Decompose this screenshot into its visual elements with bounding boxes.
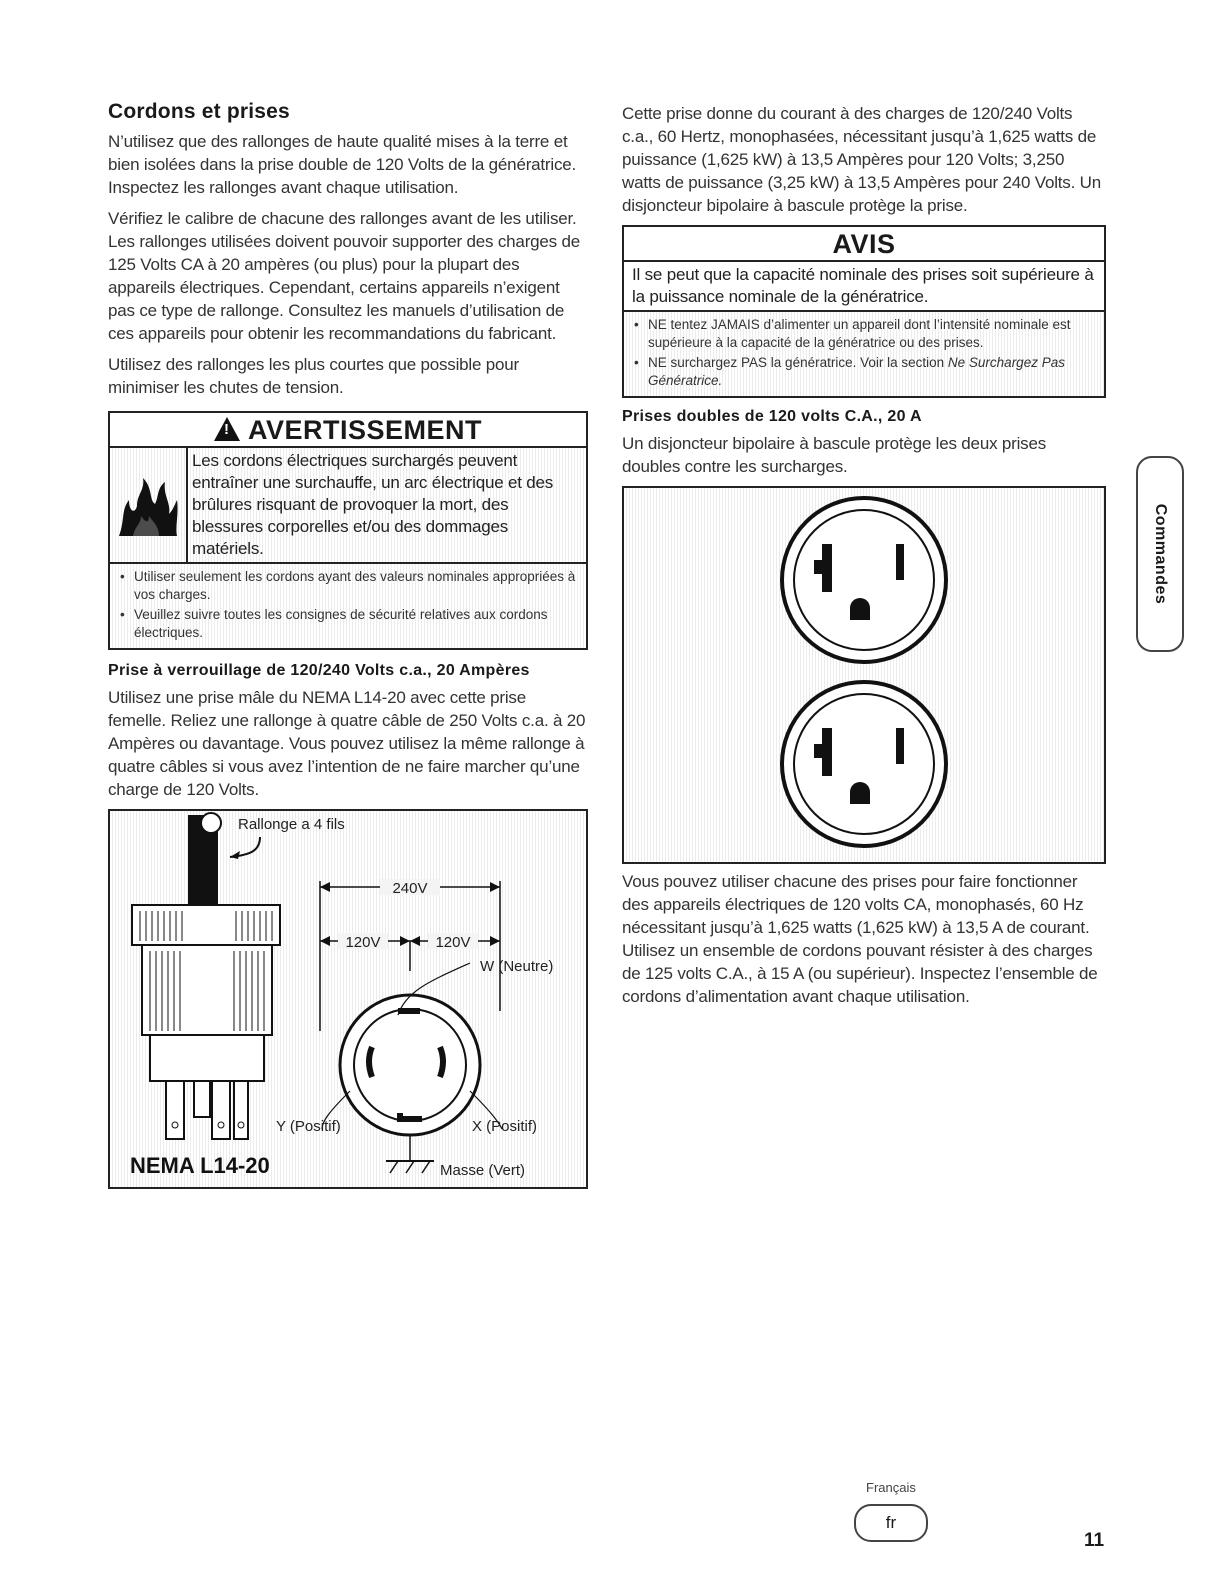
warning-bullets: [110, 564, 586, 648]
duplex-outlet-diagram: [622, 486, 1106, 864]
avis-text: Il se peut que la capacité nominale des prises soit supérieure à la puissance nominale de la génératrice.: [624, 262, 1104, 312]
section-heading-cordons: Cordons et prises: [108, 100, 290, 123]
label-x-positif: X (Positif): [472, 1118, 538, 1135]
label-240v: 240V: [392, 880, 428, 897]
footer-language: Français: [866, 1480, 916, 1495]
label-120v-b: 120V: [435, 934, 471, 951]
paragraph-calibre: Vérifiez le calibre de chacune des rallonges avant de les utiliser. Les rallonges utilisées doivent pouvoir supporter des charges de 125 Volts CA à 20 ampères (ou plus) pour la plupart des appareils électriques. Cependant, certains appareils n’exigent pas ce type de rallonge. Consultez les manuels d’utilisation de ces appareils pour obtenir les recommandations du fabricant.: [108, 209, 580, 343]
left-column: [108, 100, 588, 1189]
warning-bullet-1: • Utiliser seulement les cordons ayant des valeurs nominales appropriées à vos charges.: [116, 568, 580, 604]
warning-text: Les cordons électriques surchargés peuvent entraîner une surchauffe, un arc électrique et des brûlures risquant de provoquer la mort, des blessures corporelles et/ou des dommages matériels.: [192, 451, 554, 558]
paragraph-short-cords: Utilisez des rallonges les plus courtes que possible pour minimiser les chutes de tension.: [108, 355, 519, 397]
outlet-bottom: [782, 682, 946, 846]
label-nema: NEMA L14-20: [130, 1153, 270, 1178]
paragraph-nema: Utilisez une prise mâle du NEMA L14-20 avec cette prise femelle. Reliez une rallonge à quatre câble de 250 Volts c.a. à 20 Ampères ou davantage. Vous pouvez utilisez la même rallonge à quatre câbles si vous avez l’intention de ne faire marcher qu’une charge de 120 Volts.: [108, 688, 586, 799]
right-column: [622, 100, 1106, 1016]
avis-bullet-2-text: NE surchargez PAS la génératrice. Voir la section: [648, 355, 948, 370]
avis-box: [622, 225, 1106, 398]
subheading-double-outlets: Prises doubles de 120 volts C.A., 20 A: [622, 408, 922, 425]
paragraph-breaker: Un disjoncteur bipolaire à bascule protège les deux prises doubles contre les surcharges.: [622, 434, 1047, 476]
paragraph-usage: Vous pouvez utiliser chacune des prises pour faire fonctionner des appareils électriques de 120 volts CA, monophasés, 60 Hz nécessitant jusqu’à 1,625 watts (1,625 kW) à 13,5 A de courant. Utilisez un ensemble de cordons pouvant résister à des charges de 125 volts C.A., à 15 A (ou supérieur). Inspectez l’ensemble de cordons d’alimentation avant chaque utilisation.: [622, 872, 1098, 1006]
fire-icon: [110, 448, 188, 562]
warning-title-text: AVERTISSEMENT: [247, 415, 483, 445]
avis-bullet-1: • NE tentez JAMAIS d’alimenter un appareil dont l’intensité nominale est supérieure à la capacité de la génératrice ou des prises.: [630, 316, 1098, 352]
nema-diagram: [108, 809, 588, 1189]
paragraph-120-240-outlet: Cette prise donne du courant à des charges de 120/240 Volts c.a., 60 Hertz, monophasées, nécessitant jusqu’à 1,625 watts de puissance (1,625 kW) à 13,5 Ampères pour 120 Volts; 3,250 watts de puissance (3,25 kW) à 13,5 Ampères pour 240 Volts. Un disjoncteur bipolaire à bascule protège la prise.: [622, 104, 1101, 215]
warning-body: [110, 448, 586, 564]
section-tab-commandes[interactable]: [1136, 456, 1184, 652]
warning-title: [110, 413, 586, 448]
label-rallonge: Rallonge a 4 fils: [238, 816, 345, 833]
section-tab-label: Commandes: [1152, 503, 1169, 605]
label-y-positif: Y (Positif): [276, 1118, 341, 1135]
label-120v-a: 120V: [345, 934, 381, 951]
avis-bullet-2: [630, 354, 1098, 390]
warning-bullet-2: • Veuillez suivre toutes les consignes de sécurité relatives aux cordons électriques.: [116, 606, 580, 642]
avis-bullets: [624, 312, 1104, 396]
label-masse: Masse (Vert): [440, 1162, 526, 1179]
avis-title: AVIS: [624, 227, 1104, 262]
language-badge: fr: [854, 1504, 928, 1542]
warning-box: [108, 411, 588, 650]
avis-bullet-2-ref: Ne Surchargez Pas Génératrice.: [648, 355, 1065, 388]
warning-triangle-icon: [214, 417, 240, 441]
outlet-top: [782, 498, 946, 662]
label-neutre: W (Neutre): [480, 958, 554, 975]
page-number: 11: [1084, 1530, 1105, 1551]
paragraph-intro: N’utilisez que des rallonges de haute qualité mises à la terre et bien isolées dans la prise double de 120 Volts de la génératrice. Inspectez les rallonges avant chaque utilisation.: [108, 132, 577, 197]
subheading-locking-outlet: Prise à verrouillage de 120/240 Volts c.a., 20 Ampères: [108, 662, 530, 679]
